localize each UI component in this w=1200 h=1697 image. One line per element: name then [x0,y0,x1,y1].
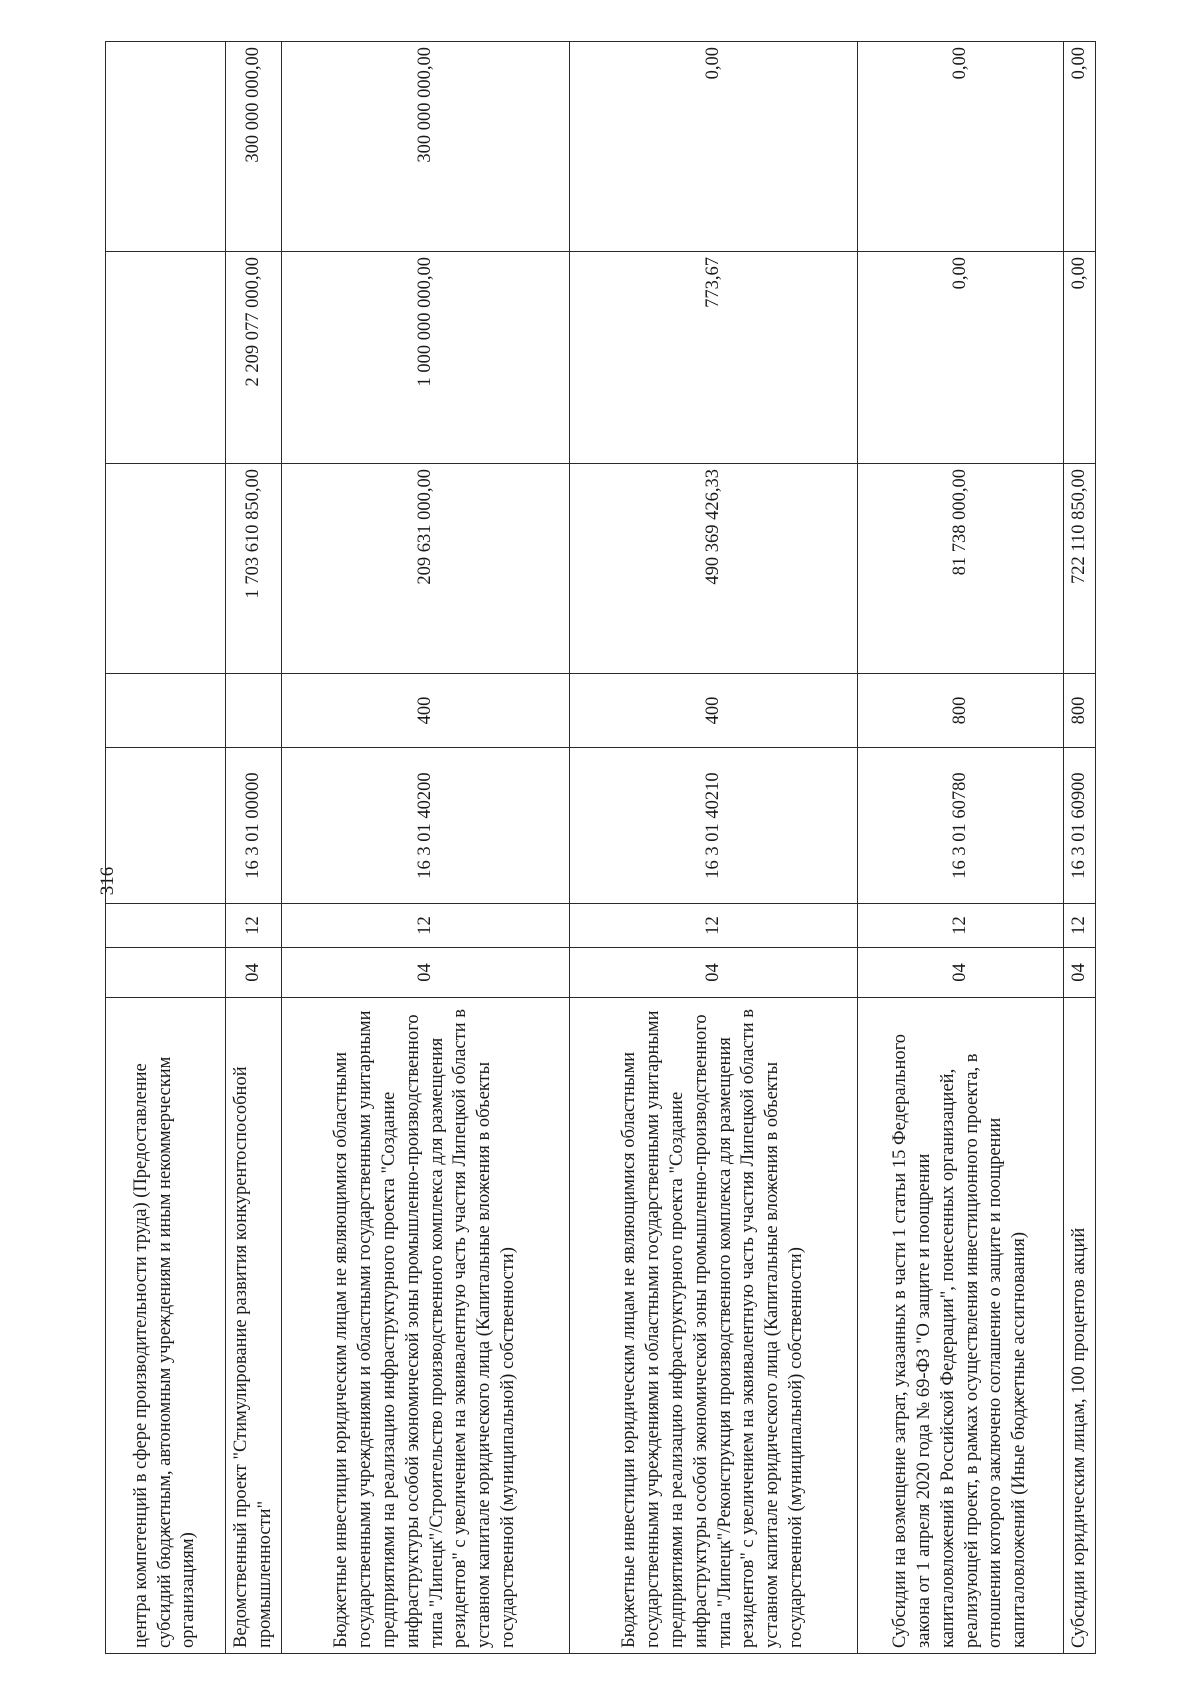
row-description: Субсидии на возмещение затрат, указанных в части 1 статьи 15 Федерального закона от 1 апреля 2020 года № 69-ФЗ "О защите и поощрении капиталовложений в Российской Федерации", понесенных организацией, реализующей проект, в рамках осуществления инвестиционного проекта, в отношении которого заключено соглашение о защите и поощрении капиталовложений (Иные бюджетные ассигнования) [858,998,1064,1654]
subsection-code: 12 [1064,904,1096,948]
expense-type-code [106,674,226,748]
subsection-code: 12 [570,904,858,948]
amount-year-1: 490 369 426,33 [570,464,858,674]
target-code: 16 3 01 00000 [226,748,282,904]
budget-table [105,41,1096,1654]
amount-year-3: 300 000 000,00 [282,42,570,252]
amount-year-2: 0,00 [1064,252,1096,464]
subsection-code [106,904,226,948]
amount-year-1: 209 631 000,00 [282,464,570,674]
amount-year-3: 0,00 [570,42,858,252]
section-code: 04 [282,948,570,998]
amount-year-2: 2 209 077 000,00 [226,252,282,464]
amount-year-3: 0,00 [858,42,1064,252]
target-code: 16 3 01 40210 [570,748,858,904]
row-description: Бюджетные инвестиции юридическим лицам не являющимися областными государственными учреждениями и областными государственными унитарными предприятиями на реализацию инфраструктурного проекта "Создание инфраструктуры особой экономической зоны промышленно-производственного типа "Липецк"/Реконструкция производственного комплекса для размещения резидентов" с увеличением на эквивалентную часть участия Липецкой области в уставном капитале юридического лица (Капитальные вложения в объекты государственной (муниципальной) собственности) [570,998,858,1654]
target-code: 16 3 01 60780 [858,748,1064,904]
section-code: 04 [570,948,858,998]
target-code: 16 3 01 60900 [1064,748,1096,904]
expense-type-code: 800 [858,674,1064,748]
row-description: Ведомственный проект "Стимулирование развития конкурентоспособной промышленности" [226,998,282,1654]
table-row [858,42,1064,1654]
amount-year-2: 773,67 [570,252,858,464]
amount-year-1: 81 738 000,00 [858,464,1064,674]
row-description: Бюджетные инвестиции юридическим лицам не являющимися областными государственными учреждениями и областными государственными унитарными предприятиями на реализацию инфраструктурного проекта "Создание инфраструктуры особой экономической зоны промышленно-производственного типа "Липецк"/Строительство производственного комплекса для размещения резидентов" с увеличением на эквивалентную часть участия Липецкой области в уставном капитале юридического лица (Капитальные вложения в объекты государственной (муниципальной) собственности) [282,998,570,1654]
amount-year-3 [106,42,226,252]
subsection-code: 12 [226,904,282,948]
amount-year-1: 722 110 850,00 [1064,464,1096,674]
subsection-code: 12 [858,904,1064,948]
table-row [106,42,226,1654]
expense-type-code: 400 [570,674,858,748]
amount-year-3: 0,00 [1064,42,1096,252]
section-code: 04 [1064,948,1096,998]
section-code: 04 [858,948,1064,998]
section-code [106,948,226,998]
table-row [282,42,570,1654]
amount-year-2: 1 000 000 000,00 [282,252,570,464]
section-code: 04 [226,948,282,998]
rotated-page-content [105,42,1095,1654]
page-number: 316 [97,866,118,896]
expense-type-code: 800 [1064,674,1096,748]
amount-year-3: 300 000 000,00 [226,42,282,252]
subsection-code: 12 [282,904,570,948]
expense-type-code [226,674,282,748]
expense-type-code: 400 [282,674,570,748]
table-row [226,42,282,1654]
row-description: центра компетенций в сфере производительности труда) (Предоставление субсидий бюджетным, автономным учреждениям и иным некоммерческим организациям) [106,998,226,1654]
amount-year-1 [106,464,226,674]
amount-year-1: 1 703 610 850,00 [226,464,282,674]
target-code: 16 3 01 40200 [282,748,570,904]
target-code [106,748,226,904]
row-description: Субсидии юридическим лицам, 100 процентов акций [1064,998,1096,1654]
table-row [570,42,858,1654]
amount-year-2: 0,00 [858,252,1064,464]
table-row [1064,42,1096,1654]
amount-year-2 [106,252,226,464]
